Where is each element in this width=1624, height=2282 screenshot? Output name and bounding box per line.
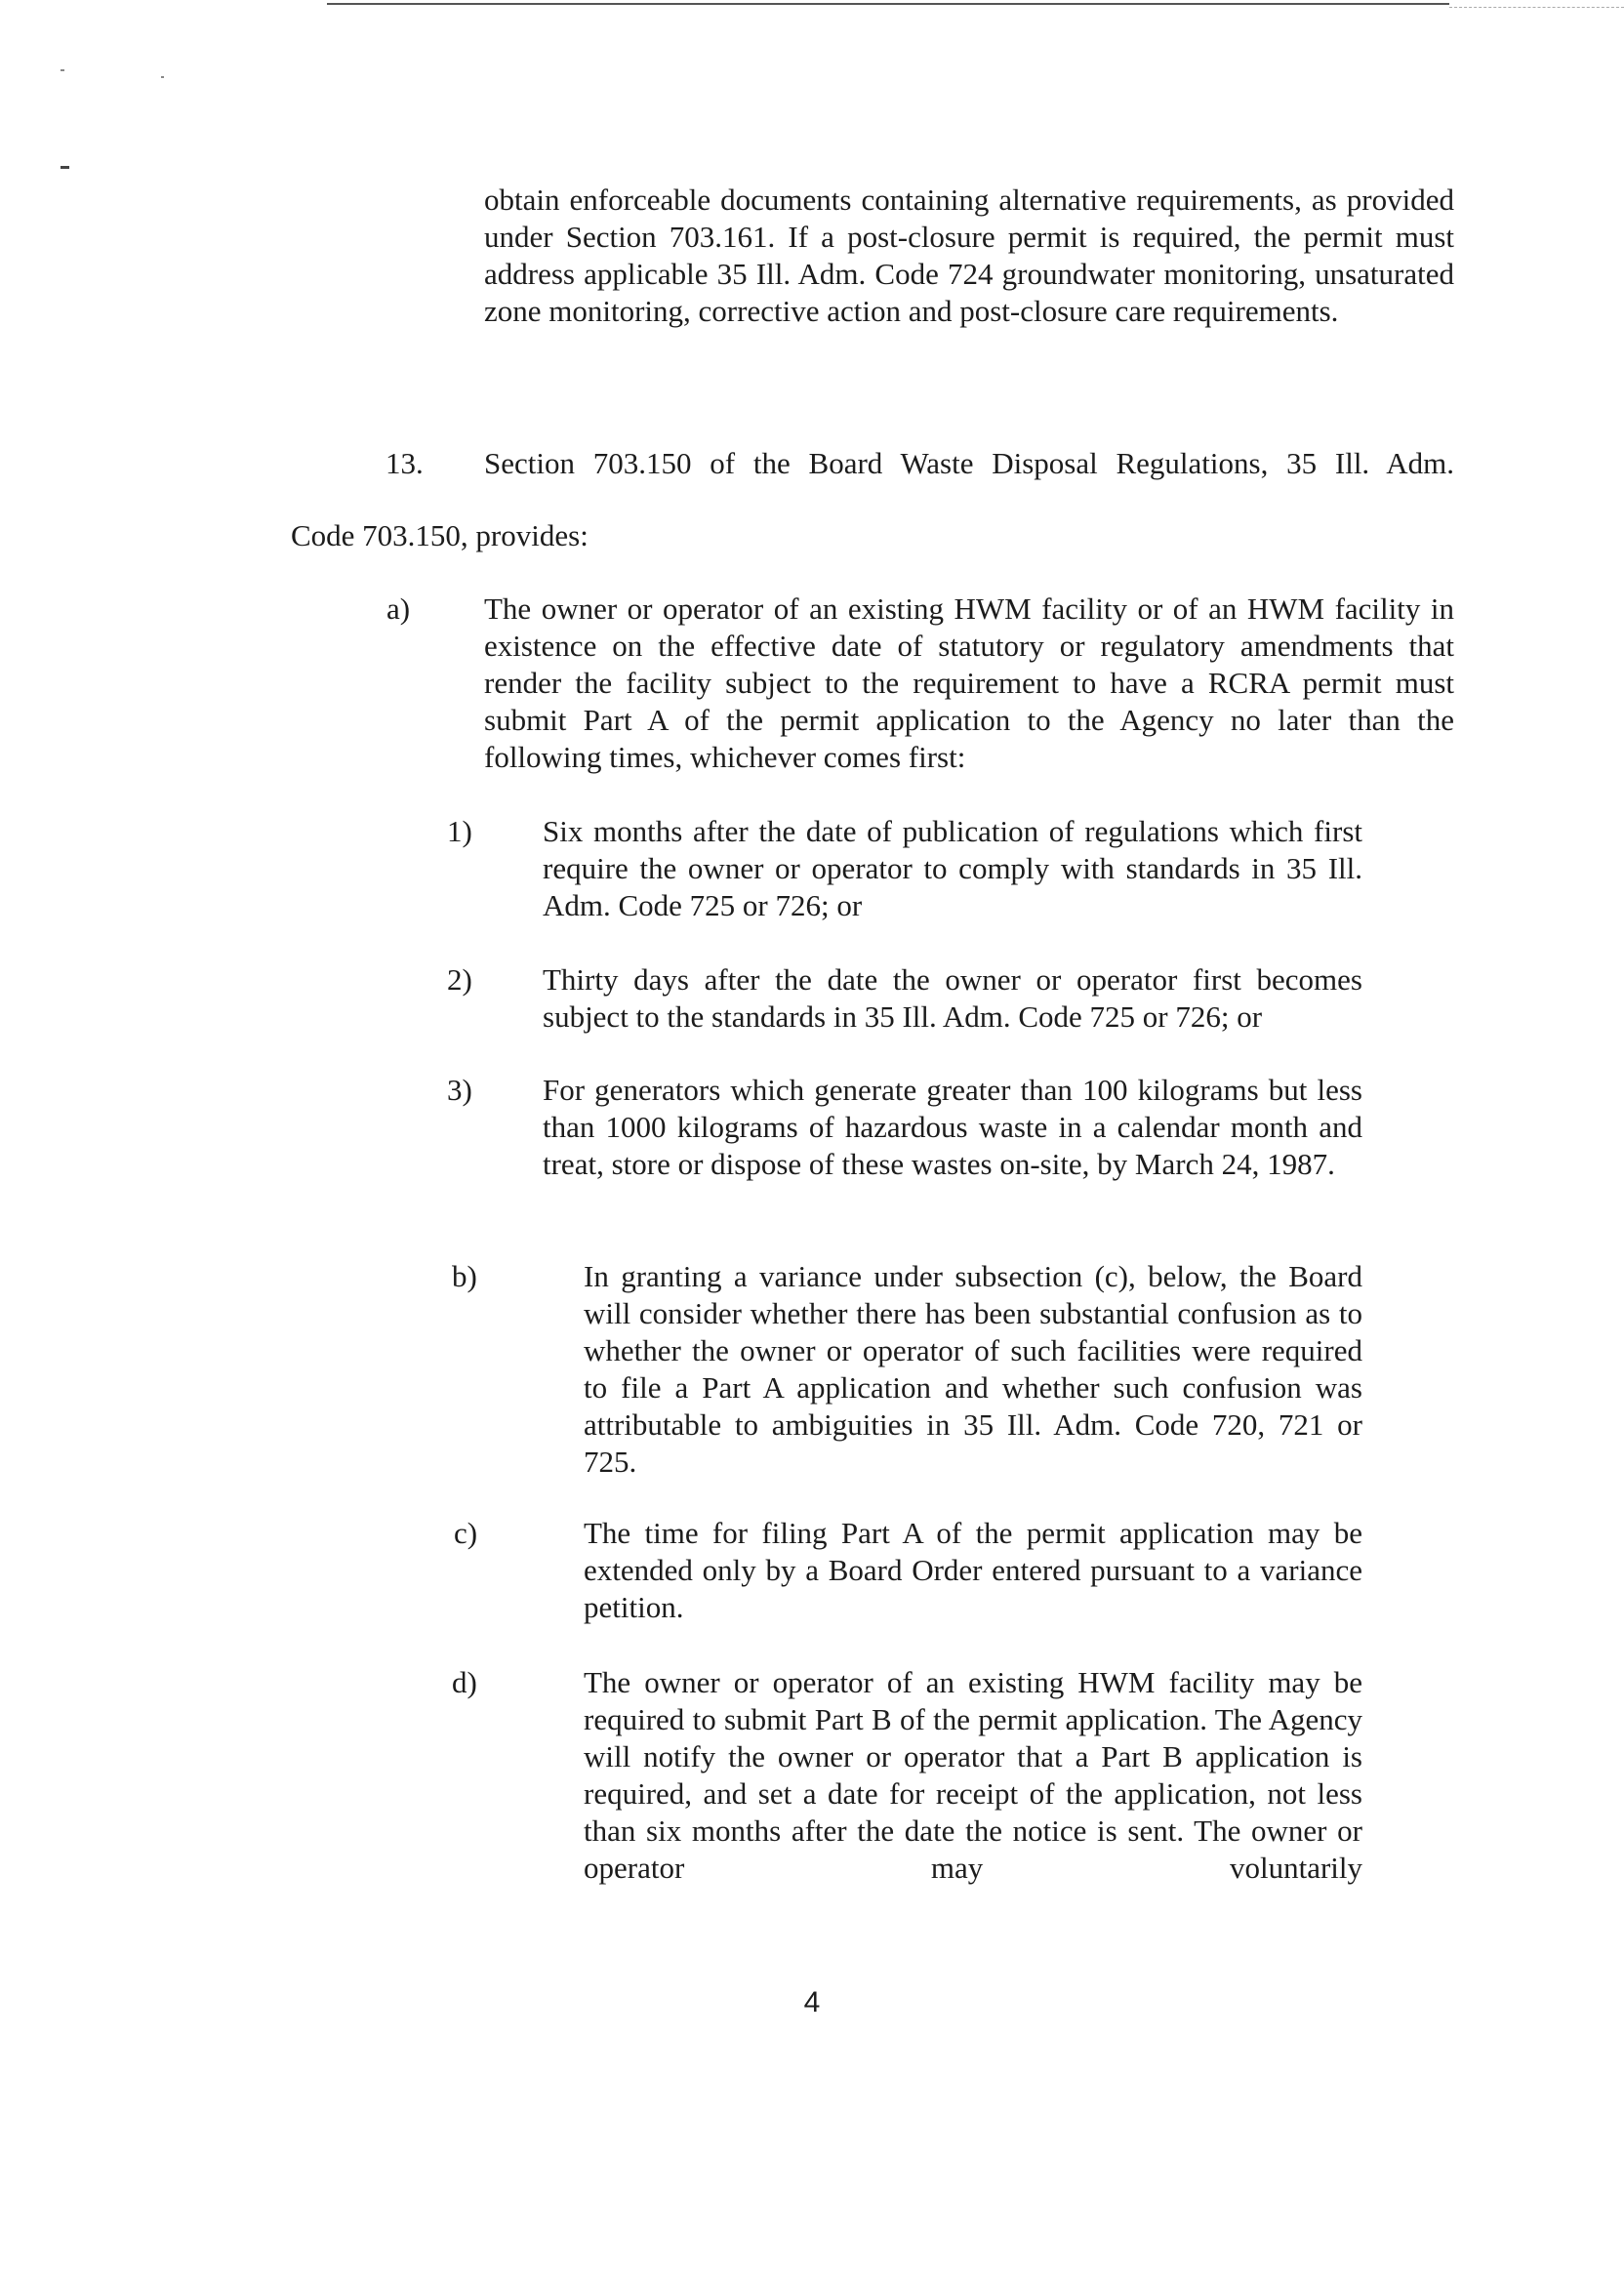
item-1-text: Six months after the date of publication of regulations which first require the owner or operator to comply with standards in 35 Ill. Adm. Code 725 or 726; or [543,814,1362,922]
scan-speck [61,166,69,169]
subsection-a-text: The owner or operator of an existing HWM facility or of an HWM facility in existence on the effective date of statutory or regulatory amendments that render the facility subject to the requirement to have a RCRA permit must submit Part A of the permit application to the Agency no later than the following times, whichever comes first: [484,591,1454,774]
item-3-marker: 3) [447,1073,472,1107]
subsection-c-marker: c) [454,1516,478,1550]
subsection-d-marker: d) [452,1665,477,1699]
item-1-marker: 1) [447,814,472,848]
paragraph-13-number: 13. [386,446,424,480]
subsection-a-marker: a) [386,591,411,626]
intro-paragraph: obtain enforceable documents containing alternative requirements, as provided under Section 703.161. If a post-closure permit is required, the permit must address applicable 35 Ill. Adm. Code 724 groundwater monitoring, unsaturated zone monitoring, corrective action and post-closure care requirements. [484,183,1454,328]
scan-speck [161,76,164,78]
item-2-marker: 2) [447,962,472,997]
scan-edge-line [327,3,1449,5]
scan-edge-line-faint [1449,7,1624,8]
subsection-b-marker: b) [452,1259,477,1293]
item-2-text: Thirty days after the date the owner or operator first becomes subject to the standards in 35 Ill. Adm. Code 725 or 726; or [543,962,1362,1034]
scan-speck [61,69,64,71]
page-number: 4 [803,1986,821,2018]
item-3-text: For generators which generate greater than 100 kilograms but less than 1000 kilograms of hazardous waste in a calendar month and treat, store or dispose of these wastes on-site, by March 24, 1987. [543,1073,1362,1181]
paragraph-13-first-line: Section 703.150 of the Board Waste Disposal Regulations, 35 Ill. Adm. [484,446,1454,480]
subsection-d-text: The owner or operator of an existing HWM facility may be required to submit Part B of the permit application. The Agency will notify the owner or operator that a Part B application is required, and set a date for receipt of the application, not less than six months after the date the notice is sent. The owner or operator may voluntarily [584,1665,1362,1885]
subsection-c-text: The time for filing Part A of the permit application may be extended only by a Board Order entered pursuant to a variance petition. [584,1516,1362,1624]
subsection-b-text: In granting a variance under subsection (c), below, the Board will consider whether there has been substantial confusion as to whether the owner or operator of such facilities were required to file a Part A application and whether such confusion was attributable to ambiguities in 35 Ill. Adm. Code 720, 721 or 725. [584,1259,1362,1479]
paragraph-13-continuation: Code 703.150, provides: [291,518,589,552]
